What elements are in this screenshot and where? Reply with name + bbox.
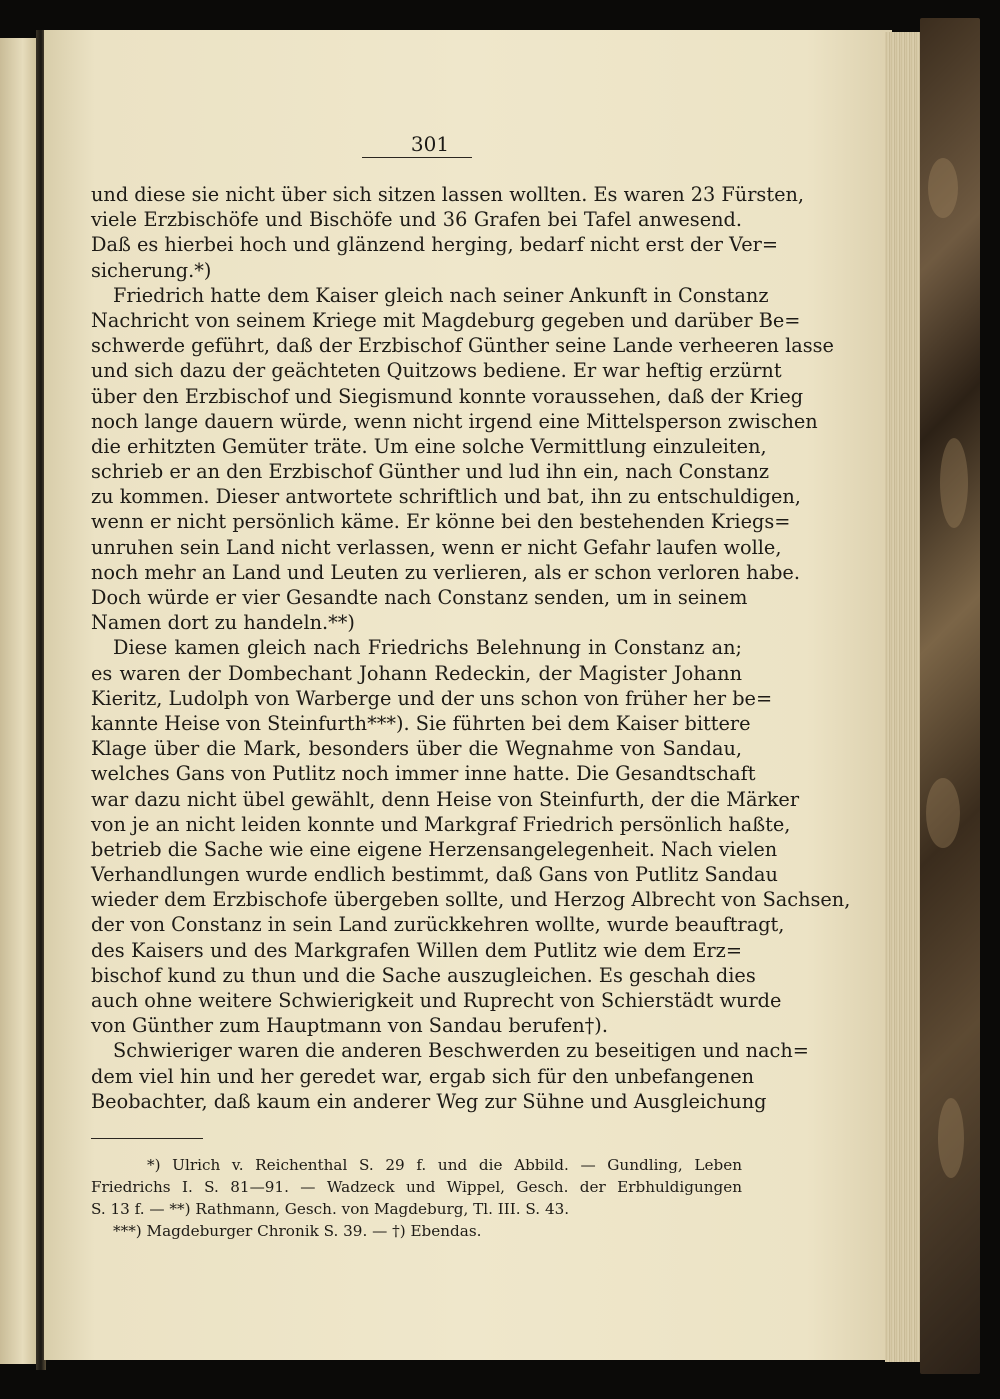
facing-page-edge	[0, 38, 38, 1364]
page-number: 301	[410, 132, 450, 156]
text-line: die erhitzten Gemüter träte. Um eine solche Vermittlung einzuleiten,	[91, 434, 767, 458]
text-line: bischof kund zu thun und die Sache auszugleichen. Es geschah dies	[91, 963, 756, 987]
text-line: über den Erzbischof und Siegismund konnte voraussehen, daß der Krieg	[91, 384, 804, 408]
text-line: und diese sie nicht über sich sitzen lassen wollten. Es waren 23 Fürsten,	[91, 183, 805, 206]
text-line: Schwieriger waren die anderen Beschwerden zu beseitigen und nach=	[113, 1039, 809, 1063]
text-line: welches Gans von Putlitz noch immer inne hatte. Die Gesandtschaft	[91, 762, 756, 786]
text-line: der von Constanz in sein Land zurückkehren wollte, wurde beauftragt,	[91, 913, 785, 937]
text-line: noch lange dauern würde, wenn nicht irgend eine Mittelsperson zwischen	[91, 409, 818, 433]
text-line: Diese kamen gleich nach Friedrichs Belehnung in Constanz an;	[113, 636, 742, 660]
text-line: dem viel hin und her geredet war, ergab sich für den unbefangenen	[91, 1064, 755, 1088]
text-line: zu kommen. Dieser antwortete schriftlich und bat, ihn zu entschuldigen,	[91, 485, 801, 509]
text-line: wenn er nicht persönlich käme. Er könne bei den bestehenden Kriegs=	[91, 510, 791, 534]
text-line: auch ohne weitere Schwierigkeit und Ruprecht von Schierstädt wurde	[91, 989, 782, 1012]
text-line: viele Erzbischöfe und Bischöfe und 36 Grafen bei Tafel anwesend.	[91, 208, 742, 232]
footnote-line: ***) Magdeburger Chronik S. 39. — †) Ebendas.	[113, 1222, 482, 1240]
text-line: Klage über die Mark, besonders über die Wegnahme von Sandau,	[91, 737, 742, 761]
text-line: es waren der Dombechant Johann Redeckin, der Magister Johann	[91, 661, 742, 685]
text-line: des Kaisers und des Markgrafen Willen dem Putlitz wie dem Erz=	[91, 938, 742, 962]
footnote-rule	[91, 1138, 203, 1139]
text-line: schrieb er an den Erzbischof Günther und lud ihn ein, nach Constanz	[91, 460, 770, 484]
footnote-line: Friedrichs I. S. 81—91. — Wadzeck und Wippel, Gesch. der Erbhuldigungen	[91, 1178, 742, 1196]
text-line: betrieb die Sache wie eine eigene Herzensangelegenheit. Nach vielen	[91, 837, 778, 861]
book-cover-edge	[920, 18, 980, 1374]
footnotes	[91, 1154, 742, 1242]
footnote-line: S. 13 f. — **) Rathmann, Gesch. von Magdeburg, Tl. III. S. 43.	[91, 1200, 570, 1218]
body-text	[91, 182, 851, 1114]
text-line: war dazu nicht übel gewählt, denn Heise von Steinfurth, der die Märker	[91, 787, 800, 811]
text-line: Kieritz, Ludolph von Warberge und der uns schon von früher her be=	[91, 686, 773, 710]
text-line: noch mehr an Land und Leuten zu verlieren, als er schon verloren habe.	[91, 560, 800, 584]
text-line: von je an nicht leiden konnte und Markgraf Friedrich persönlich haßte,	[91, 812, 791, 836]
page-block-edges	[885, 32, 925, 1362]
text-line: von Günther zum Hauptmann von Sandau berufen†).	[91, 1014, 608, 1038]
text-line: schwerde geführt, daß der Erzbischof Günther seine Lande verheeren lasse	[91, 334, 834, 358]
text-line: kannte Heise von Steinfurth***). Sie führten bei dem Kaiser bittere	[91, 711, 751, 735]
text-line: Verhandlungen wurde endlich bestimmt, daß Gans von Putlitz Sandau	[91, 863, 778, 887]
footnote-line: *) Ulrich v. Reichenthal S. 29 f. und die Abbild. — Gundling, Leben	[147, 1156, 742, 1174]
text-line: sicherung.*)	[91, 258, 212, 282]
text-line: Daß es hierbei hoch und glänzend herging, bedarf nicht erst der Ver=	[91, 233, 778, 257]
text-line: und sich dazu der geächteten Quitzows bediene. Er war heftig erzürnt	[91, 359, 782, 383]
text-line: Namen dort zu handeln.**)	[91, 611, 355, 635]
text-line: Nachricht von seinem Kriege mit Magdeburg gegeben und darüber Be=	[91, 308, 801, 332]
text-line: Friedrich hatte dem Kaiser gleich nach seiner Ankunft in Constanz	[113, 283, 769, 307]
text-line: wieder dem Erzbischofe übergeben sollte, und Herzog Albrecht von Sachsen,	[91, 888, 851, 912]
page-number-rule	[362, 157, 472, 158]
text-line: unruhen sein Land nicht verlassen, wenn er nicht Gefahr laufen wolle,	[91, 535, 782, 559]
text-line: Doch würde er vier Gesandte nach Constanz senden, um in seinem	[91, 586, 748, 609]
text-line: Beobachter, daß kaum ein anderer Weg zur Sühne und Ausgleichung	[91, 1089, 767, 1113]
